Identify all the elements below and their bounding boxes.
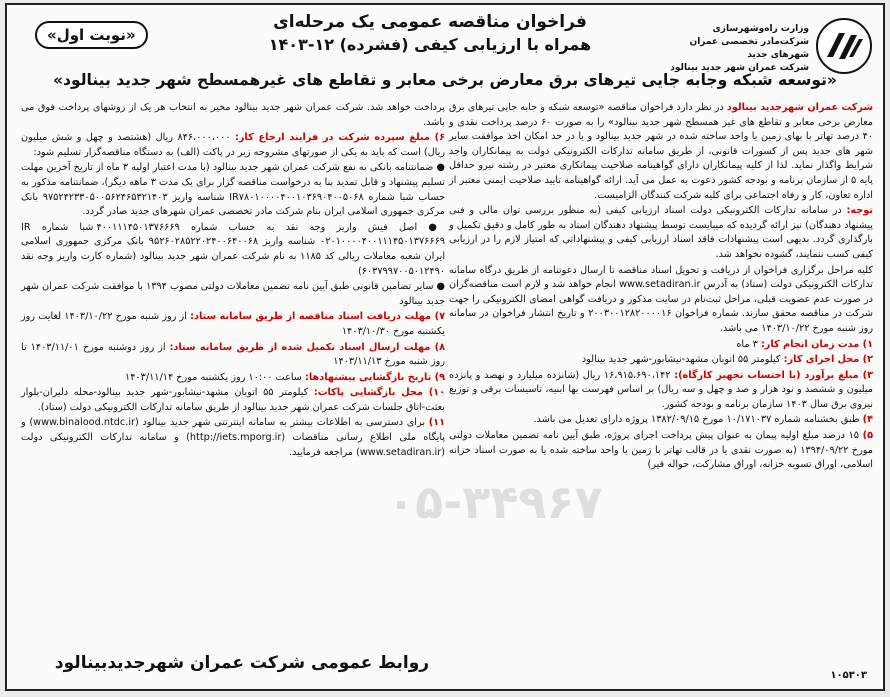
paragraph-heading: ۶) مبلغ سپرده شرکت در فرایند ارجاع کار:: [234, 132, 445, 144]
paragraph-text: ۸۴۶،۰۰۰،۰۰۰ ریال (هشتصد و چهل و شش میلیون ریال) است که باید به یکی از صورتهای مشروحه زیر در پاکت (الف) به دستگاه مناقصه‌گزار تسلیم شود:: [21, 132, 445, 158]
ad-code: ۱۰۵۳۰۳: [830, 670, 867, 681]
title-line-2: همراه با ارزیابی کیفی (فشرده) ۱۲-۱۴۰۳: [268, 35, 592, 54]
paragraph-heading: ۱۰) محل بازگشایی پاکات:: [313, 387, 445, 399]
paragraph-text: کیلومتر ۵۵ اتوبان مشهد-نیشابور-شهر جدید بینالود-محله دلیران-بلوار بعثت-اتاق جلسات شرکت عمران شهر جدید بینالود از طریق سامانه تدارکات الکترونیکی دولت (ستاد).: [21, 387, 445, 413]
title-block: [207, 11, 653, 56]
title-line-1: فراخوان مناقصه عمومی یک مرحله‌ای: [273, 12, 587, 32]
paragraph: [449, 353, 873, 368]
turn-badge: «نوبت اول»: [35, 21, 148, 49]
paragraph: [21, 131, 445, 160]
paragraph: [21, 221, 445, 279]
paragraph-text: کلیه مراحل برگزاری فراخوان از دریافت و تحویل اسناد مناقصه تا ارسال دعوتنامه از طریق درگاه سامانه تدارکات الکترونیکی دولت (ستاد) به آدرس www.setadiran.ir انجام خواهد شد و لازم است مناقصه‌گران در صورت عدم عضویت قبلی، مراحل ثبت‌نام در سایت مذکور و دریافت گواهی امضای الکترونیکی را جهت شرکت در مناقصه محقق سازند. شماره فراخوان ۲۰۰۳۰۰۱۲۸۲۰۰۰۰۱۶ و تاریخ انتشار فراخوان در سامانه روز شنبه مورخ ۱۴۰۳/۱۰/۲۲ می باشد.: [449, 264, 874, 334]
paragraph: [21, 341, 445, 370]
paragraph-heading: ۵): [862, 430, 873, 442]
ministry-line: شرکت عمران شهر جدید بینالود: [670, 63, 809, 73]
ministry-name: [659, 23, 809, 75]
paragraph: [21, 310, 445, 339]
paragraph: [21, 386, 445, 415]
paragraph: [449, 413, 873, 428]
paragraph-heading: ۸) مهلت ارسال اسناد تکمیل شده از طریق سامانه ستاد:: [169, 341, 446, 353]
paragraph-text: ۱۶،۹۱۵،۶۹۰،۱۴۲ ریال (شانزده میلیارد و نهصد و پانزده میلیون و ششصد و نود هزار و صد و چهل و سه ریال) بر اساس فهرست بها ابنیه، تاسیسات برقی و توزیع نیروی برق سال ۱۴۰۳ سازمان برنامه و بودجه کشور.: [449, 369, 873, 410]
paragraph: [21, 416, 445, 460]
paragraph: [449, 101, 873, 203]
paragraph-text: ۳ ماه: [736, 338, 761, 350]
paragraph-heading: ۹) تاریخ بازگشایی پیشنهادها:: [305, 371, 445, 383]
ministry-logo-icon: [815, 17, 873, 75]
phone-watermark: ۰۵-۳۴۹۶۷: [387, 475, 603, 529]
advertisement-page: [5, 3, 885, 691]
paragraph-text: کیلومتر ۵۵ اتوبان مشهد-نیشابور-شهر جدید بینالود: [581, 354, 784, 366]
paragraph: [449, 429, 873, 473]
paragraph-text: ● ضمانتنامه بانکی به نفع شرکت عمران شهر جدید بینالود (با مدت اعتبار اولیه ۳ ماه از تاریخ آخرین مهلت تسلیم پیشنهاد و قابل تمدید بنا به درخواست مناقصه گزار برای یک مدت ۳ ماهه دیگر)، ضمانتنامه مذکور به حساب شبا شماره IR۷۸۰۱۰۰۰۰۴۰۰۱۰۳۶۹۰۴۰۰۵۰۶۸ شناسه واریز ۹۷۵۲۴۲۳۳۰۵۰۰۵۶۲۴۶۵۳۲۱۴۰۳ بانک مرکزی جمهوری اسلامی ایران بنام شرکت مادر تخصصی عمران شهرهای جدید صادر گردد.: [21, 162, 445, 218]
paragraph: [21, 371, 445, 386]
paragraph-text: از روز شنبه مورخ ۱۴۰۳/۱۰/۲۲ لغایت روز یکشنبه مورخ ۱۴۰۳/۱۰/۳۰: [21, 311, 445, 337]
paragraph-text: از روز دوشنبه مورخ ۱۴۰۳/۱۱/۰۱ تا روز شنبه مورخ ۱۴۰۳/۱۱/۱۳: [21, 341, 445, 368]
right-column: [449, 101, 873, 474]
paragraph-text: ● سایر تضامین قانونی طبق آیین نامه تضمین معاملات دولتی مصوب ۱۳۹۴ با موافقت شرکت عمران شهر جدید بینالود: [21, 281, 445, 307]
paragraph: [449, 264, 873, 337]
paragraph-text: در نظر دارد فراخوان مناقصه «توسعه شبکه و جابه جایی تیرهای برق معارض برخی معابر و تقاطع های غیر همسطح شهر جدید بینالود» را به صورت ۶۰ درصد پرداخت نقدی و ۴۰ درصد تهاتر با بهای زمین یا واحد ساخته شده در شهر جدید بینالود و یا در حد امکان اخذ موافقت سایر شهر های جدید پس از کسورات قانونی، از طریق سامانه تدارکات الکترونیکی دولت به پیمانکاران واجد شرایط واگذار نماید. لذا از کلیه پیمانکاران دارای گواهینامه صلاحیت پیمانکاری معتبر در رشته نیرو حداقل پایه ۵ از سازمان برنامه و بودجه کشور دعوت به عمل می آید. ارائه گواهینامه تایید صلاحیت ایمنی معتبر از اداره تعاون، کار و رفاه اجتماعی برای کلیه شرکت کنندگان الزامیست.: [449, 102, 873, 201]
paragraph-heading: ۱) مدت زمان انجام کار:: [760, 338, 873, 350]
paragraph-heading: شرکت عمران شهرجدید بینالود: [726, 102, 873, 113]
paragraph-heading: ۷) مهلت دریافت اسناد مناقصه از طریق سامانه ستاد:: [190, 311, 445, 323]
paragraph-heading: ۱۱): [428, 417, 445, 429]
ministry-line: شرکت‌مادر تخصصی عمران شهرهای جدید: [689, 37, 809, 60]
paragraph-heading: توجه:: [846, 205, 873, 217]
paragraph: [21, 101, 445, 130]
paragraph-text: ● اصل فیش واریز وجه نقد به حساب شماره ۴۰۰۱۱۱۴۵۰۱۳۷۶۶۶۹ شبا شماره IR ۰۲۰۱۰۰۰۰۴۰۰۱۱۱۴۵۰۱۳۷۶۶۶۹ شناسه واریز ۹۵۲۶۰۲۸۵۲۲۰۲۴۰۰۶۴۰۰۶۸ بانک مرکزی جمهوری اسلامی ایران شعبه معاملات ریالی کد ۱۱۸۵ به نام شرکت عمران شهر جدید بینالود (شماره کارت واریز وجه نقد ۶۰۳۷۹۹۷۰۰۵۰۱۲۴۹۰): [21, 221, 446, 277]
ministry-line: وزارت راه‌وشهرسازی: [712, 24, 809, 34]
paragraph-heading: ۴): [862, 414, 873, 426]
paragraph: [21, 280, 445, 309]
paragraph-text: ساعت ۱۰:۰۰ روز یکشنبه مورخ ۱۴۰۳/۱۱/۱۴: [125, 371, 305, 383]
paragraph: [449, 338, 873, 353]
project-title: «توسعه شبکه وجابه جایی تیرهای برق معارض برخی معابر و تقاطع های غیرهمسطح شهر جدید بینالود»: [53, 71, 837, 89]
paragraph-text: در سامانه تدارکات الکترونیکی دولت اسناد ارزیابی کیفی (به منظور بررسی توان مالی و فنی پیشنهاد دهندگان) نیز ارائه گردیده که میبایست توسط پیشنهاد دهندگان اسناد به طور کامل و دقیق تکمیل و بارگذاری گردد. بدیهی است پیشنهادات فاقد اسناد ارزیابی کیفی و پیشنهاداتی که امتیاز لازم را در ارزیابی کیفی کسب ننمایند، گشوده نخواهد شد.: [449, 205, 873, 260]
paragraph-text: طبق بخشنامه شماره ۱۰/۱۷۱۰۳۷ مورخ ۱۳۸۲/۰۹/۱۵ پروژه دارای تعدیل می باشد.: [533, 414, 863, 426]
paragraph: [21, 161, 445, 219]
paragraph: [449, 204, 873, 262]
paragraph-text: برای دسترسی به اطلاعات بیشتر به سامانه اینترنتی شهر جدید بینالود (www.binalood.ntdc.ir) و پایگاه ملی اطلاع رسانی مناقصات (http://iets.mporg.ir) و سامانه تدارکات الکترونیکی دولت (www.setadiran.ir) مراجعه فرمایید.: [21, 417, 446, 458]
paragraph-heading: ۲) محل اجرای کار:: [783, 354, 873, 366]
footer-signature: روابط عمومی شرکت عمران شهرجدیدبینالود: [54, 653, 430, 673]
paragraph-text: پرداخت خواهد شد. شرکت عمران شهر جدید بینالود مخیر به انتخاب هر یک از روشهای پرداخت فوق می باشد.: [21, 102, 445, 128]
paragraph-heading: ۳) مبلغ برآورد (با احتساب تجهیز کارگاه):: [674, 369, 873, 381]
header: [7, 5, 883, 97]
paragraph: [449, 369, 873, 413]
paragraph-text: ۱۵ درصد مبلغ اولیه پیمان به عنوان پیش پرداخت اجرای پروژه، طبق آیین نامه تضمین معاملات دولتی مورخ ۱۳۹۴/۰۹/۲۲ (به صورت نقدی یا در قالب تهاتر با زمین یا واحد ساخته شده یا به صورت اسناد خزانه اسلامی، اوراق تسویه خزانه، اوراق مشارکت، حواله قیر): [449, 430, 873, 471]
left-column: [21, 101, 445, 461]
